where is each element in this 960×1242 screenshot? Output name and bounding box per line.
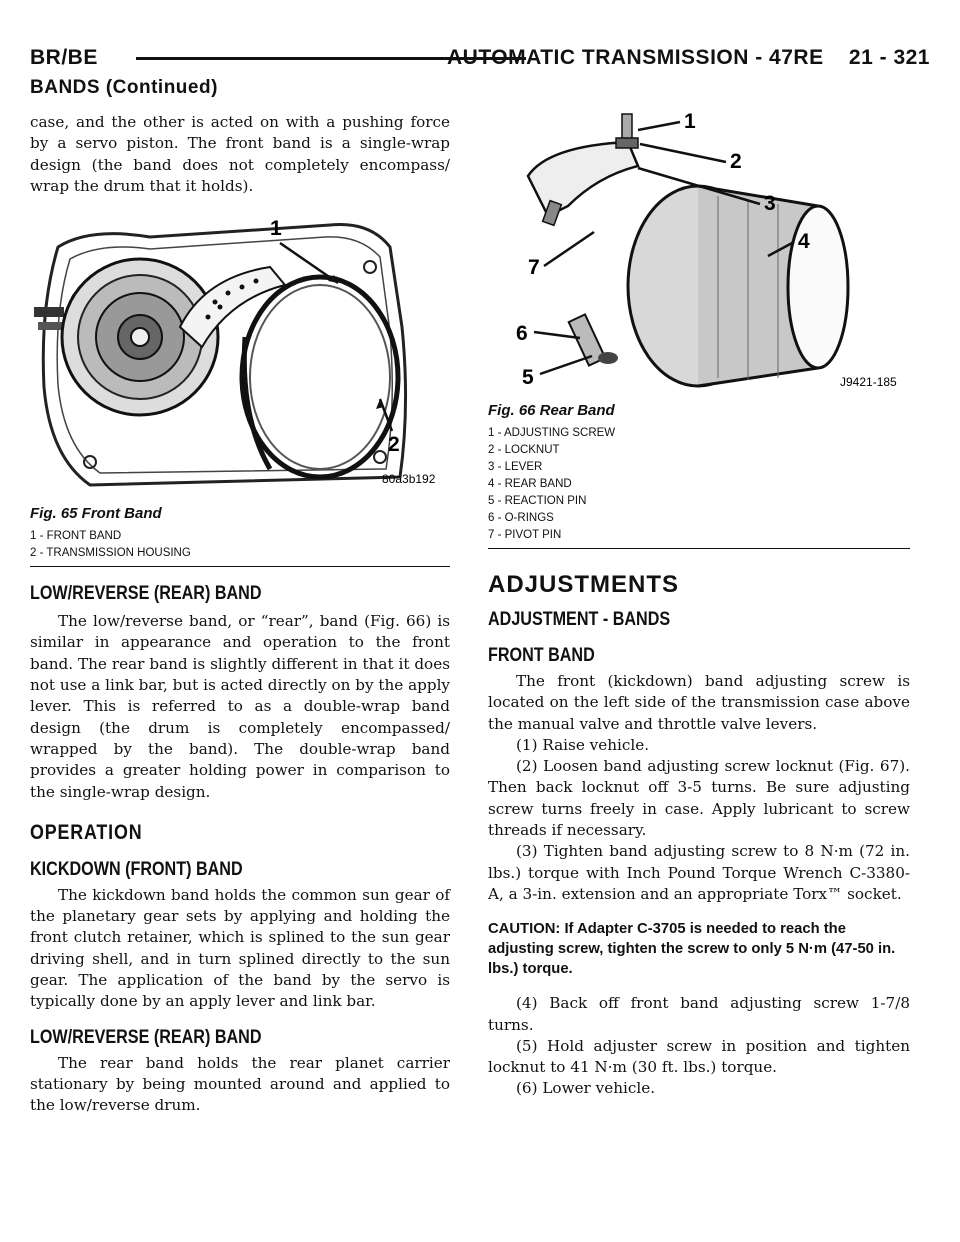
step-1: (1) Raise vehicle. — [516, 735, 650, 754]
fig66-callout-6: 6 — [516, 322, 528, 345]
heading-lowrev-band-operation: LOW/REVERSE (REAR) BAND — [30, 1026, 262, 1048]
fig65-rule — [30, 566, 450, 567]
fig66-legend-item: 4 - REAR BAND — [488, 478, 572, 490]
fig66-legend-item: 3 - LEVER — [488, 461, 543, 473]
fig65-callout-2: 2 — [388, 433, 400, 457]
fig65-callout-1: 1 — [270, 217, 282, 241]
lowrev-operation-description: The rear band holds the rear planet carrier stationary by being mounted around and applied to the low/reverse drum. — [30, 1053, 450, 1115]
lowrev-description: The low/reverse band, or “rear”, band (Fig. 66) is similar in appearance and operation to the front band. The rear band is slightly different in that it does not use a link bar, but is acted directly on by the apply lever. This is referred to as a double-wrap band design (the drum is completely encompassed/ wrapped by the band). The double-wrap band provides a greater holding power in comparison to the single-wrap design. — [30, 612, 451, 801]
fig66-caption: Fig. 66 Rear Band — [488, 402, 615, 419]
header-vehicle-code: BR/BE — [30, 46, 98, 69]
fig66-rule — [488, 548, 910, 549]
fig66-callout-3: 3 — [764, 192, 776, 215]
fig66-callout-7: 7 — [528, 256, 540, 279]
fig66-legend-item: 1 - ADJUSTING SCREW — [488, 427, 616, 439]
left-column — [30, 112, 450, 1117]
heading-operation: OPERATION — [30, 820, 143, 844]
heading-kickdown-band: KICKDOWN (FRONT) BAND — [30, 858, 243, 880]
caution-note: CAUTION: If Adapter C-3705 is needed to reach the adjusting screw, tighten the screw to only 5 N·m (47-50 in. lbs.) torque. — [488, 921, 896, 978]
fig65-legend-item: 2 - TRANSMISSION HOUSING — [30, 547, 191, 560]
kickdown-description: The kickdown band holds the common sun gear of the planetary gear sets by applying and holding the front clutch retainer, which is splined to the sun gear driving shell, and in turn splined directly to the sun gear. The application of the band by the servo is typically done by an apply lever and link bar. — [30, 885, 450, 1011]
front-band-location: The front (kickdown) band adjusting screw is located on the left side of the transmission case above the manual valve and throttle valve levers. — [488, 672, 910, 733]
step-6: (6) Lower vehicle. — [516, 1079, 656, 1098]
rear-band-illustration — [488, 106, 910, 396]
fig65-legend-item: 1 - FRONT BAND — [30, 530, 122, 543]
heading-front-band: FRONT BAND — [488, 645, 595, 666]
fig66-legend-item: 6 - O-RINGS — [488, 512, 554, 524]
fig66-callout-5: 5 — [522, 366, 534, 389]
section-continued-title: BANDS (Continued) — [30, 77, 218, 98]
step-2: (2) Loosen band adjusting screw locknut (Fig. 67). Then back locknut off 3-5 turns. Be sure adjusting screw turns freely in case. Apply lubricant to screw threads if necessary. — [488, 757, 910, 840]
fig66-image-code: J9421-185 — [840, 375, 897, 389]
heading-adjustment-bands: ADJUSTMENT - BANDS — [488, 609, 671, 630]
fig65-image-code: 80a3b192 — [382, 472, 436, 487]
figure-65 — [30, 207, 450, 567]
fig66-legend-item: 7 - PIVOT PIN — [488, 529, 562, 541]
fig66-callout-4: 4 — [798, 230, 810, 253]
fig66-legend-item: 2 - LOCKNUT — [488, 444, 560, 456]
front-band-illustration — [30, 207, 450, 495]
fig65-caption: Fig. 65 Front Band — [30, 505, 162, 523]
intro-paragraph: case, and the other is acted on with a pushing force by a servo piston. The front band is a single-wrap design (the band does not completely encompass/ wrap the drum that it holds). — [30, 113, 450, 195]
fig66-callout-2: 2 — [730, 150, 742, 173]
right-column — [488, 106, 910, 1100]
heading-lowrev-band: LOW/REVERSE (REAR) BAND — [30, 583, 262, 605]
step-5: (5) Hold adjuster screw in position and tighten locknut to 41 N·m (30 ft. lbs.) torque. — [488, 1036, 910, 1077]
step-3: (3) Tighten band adjusting screw to 8 N·m (72 in. lbs.) torque with Inch Pound Torque Wrench C-3380-A, a 3-in. extension and an appropriate Torx™ socket. — [488, 842, 910, 903]
step-4: (4) Back off front band adjusting screw 1-7/8 turns. — [488, 994, 910, 1034]
fig66-legend — [488, 425, 910, 544]
fig66-legend-item: 5 - REACTION PIN — [488, 495, 587, 507]
page-header — [30, 46, 930, 68]
figure-66 — [488, 106, 910, 549]
header-section-page: AUTOMATIC TRANSMISSION - 47RE 21 - 321 — [447, 46, 930, 69]
fig65-legend — [30, 528, 450, 562]
heading-adjustments: ADJUSTMENTS — [488, 571, 680, 598]
fig66-callout-1: 1 — [684, 110, 696, 133]
